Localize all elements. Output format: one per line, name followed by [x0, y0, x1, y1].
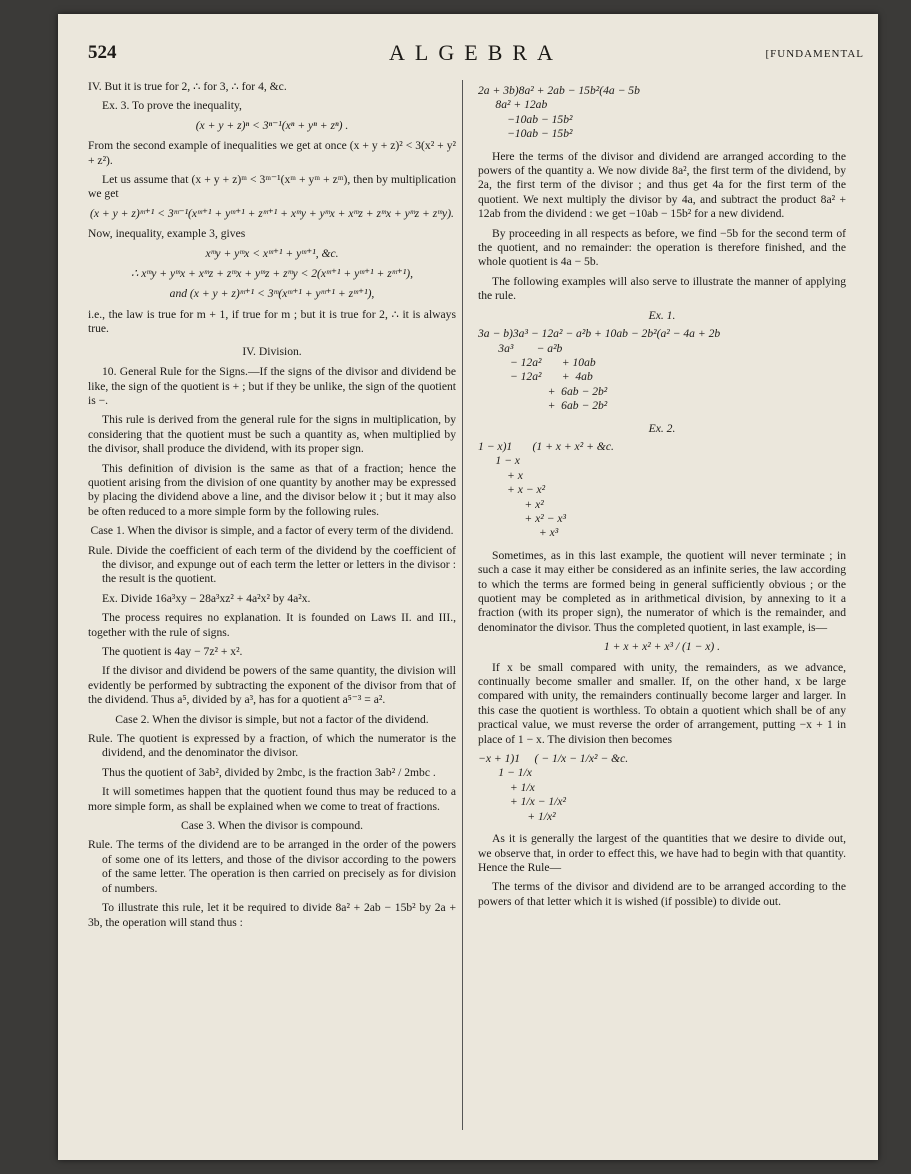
work-line: + 1/x	[478, 780, 535, 794]
work-line: + x³	[478, 526, 559, 540]
paragraph: By proceeding in all respects as before, we find −5b for the second term of the quotient, and no remainder: the operation is therefore finished, and the whole quotient is 4a − 5b.	[478, 226, 846, 269]
paragraph: i.e., the law is true for m + 1, if true for m ; but it is true for 2, ∴ it is always true.	[88, 307, 456, 336]
page-number: 524	[88, 42, 117, 63]
division-work	[478, 327, 846, 413]
document-page	[58, 14, 878, 1160]
formula: (x + y + z)ⁿ < 3ⁿ⁻¹(xⁿ + yⁿ + zⁿ) .	[195, 118, 349, 132]
work-line: + 6ab − 2b²	[478, 399, 608, 413]
division-work	[478, 752, 846, 824]
left-column	[88, 80, 456, 935]
paragraph: If the divisor and dividend be powers of the same quantity, the division will evidently be performed by subtracting the exponent of the divisor from that of the dividend. Thus a⁵, divided by a³, has for a quotient a⁵⁻³ = a².	[88, 664, 456, 707]
work-line: 2a + 3b)8a² + 2ab − 15b²(4a − 5b	[478, 84, 640, 97]
paragraph: Now, inequality, example 3, gives	[88, 227, 246, 241]
formula: xᵐy + yᵐx < xᵐ⁺¹ + yᵐ⁺¹, &c.	[205, 246, 339, 260]
work-line: + x² − x³	[478, 511, 566, 525]
paragraph: The quotient is 4ay − 7z² + x².	[102, 645, 243, 658]
case-heading: Case 1. When the divisor is simple, and a factor of every term of the dividend.	[90, 524, 454, 538]
paragraph: Let us assume that (x + y + z)ᵐ < 3ᵐ⁻¹(xᵐ + yᵐ + zᵐ), then by multiplication we get	[88, 173, 456, 201]
example-label: Ex. 3. To prove the inequality,	[102, 99, 242, 113]
formula: ∴ xᵐy + yᵐx + xᵐz + zᵐx + yᵐz + zᵐy < 2(xᵐ⁺¹ + yᵐ⁺¹ + zᵐ⁺¹),	[131, 267, 413, 281]
rule-text: Rule. The terms of the dividend are to be arranged in the order of the powers of some one of its letters, and those of the divisor according to the powers of the same letter. The operation is then carried on precisely as for division of numbers.	[88, 838, 456, 895]
case-heading: Case 3. When the divisor is compound.	[180, 819, 364, 833]
work-line: 1 − x)1 (1 + x + x² + &c.	[478, 439, 614, 453]
paragraph: It will sometimes happen that the quotient found thus may be reduced to a more simple form, as shall be explained when we come to treat of fractions.	[88, 785, 456, 813]
rule-text: Rule. The quotient is expressed by a fraction, of which the numerator is the dividend, and the denominator the divisor.	[88, 732, 456, 760]
formula: (x + y + z)ᵐ⁺¹ < 3ᵐ⁻¹(xᵐ⁺¹ + yᵐ⁺¹ + zᵐ⁺¹ + xᵐy + yᵐx + xᵐz + zᵐx + yᵐz + zᵐy).	[90, 206, 454, 220]
work-line: + 1/x²	[478, 809, 556, 823]
work-line: 1 − x	[478, 454, 520, 468]
work-line: − 12a² + 4ab	[478, 370, 593, 384]
paragraph: This rule is derived from the general rule for the signs in multiplication, by considering that the quotient must be such a quantity as, when multiplied by the divisor, shall produce the dividend, with its proper sign.	[88, 413, 456, 456]
paragraph: The terms of the divisor and dividend are to be arranged according to the powers of that letter which it is wished (if possible) to divide out.	[478, 880, 846, 908]
page-title: ALGEBRA	[389, 40, 563, 65]
paragraph: From the second example of inequalities we get at once (x + y + z)² < 3(x² + y² + z²).	[88, 139, 456, 167]
work-line: −x + 1)1 ( − 1/x − 1/x² − &c.	[478, 752, 629, 766]
work-line: + x − x²	[478, 483, 546, 497]
division-work	[478, 440, 846, 541]
example-text: Ex. Divide 16a³xy − 28a³xz² + 4a²x² by 4a²x.	[102, 591, 311, 605]
paragraph: If x be small compared with unity, the remainders, as we advance, continually become smaller and smaller. If, on the other hand, x be large compared with unity, the remainders continually become larger and larger. In this case the quotient is worthless. To obtain a quotient which shall be of any practical value, we must reverse the order of arrangement, putting −x + 1 in place of 1 − x. The division then becomes	[478, 660, 846, 746]
paragraph: Thus the quotient of 3ab², divided by 2mbc, is the fraction 3ab² / 2mbc .	[102, 765, 436, 779]
paragraph: 10. General Rule for the Signs.—If the signs of the divisor and dividend be like, the sign of the quotient is + ; but if they be unlike, the sign of the quotient is −.	[88, 365, 456, 407]
running-head	[88, 40, 864, 70]
work-line: −10ab − 15b²	[478, 127, 573, 141]
case-heading: Case 2. When the divisor is simple, but not a factor of the dividend.	[115, 712, 429, 726]
work-line: 3a³ − a²b	[478, 341, 563, 355]
work-line: + 1/x − 1/x²	[478, 795, 567, 809]
division-work	[478, 84, 846, 142]
paragraph: Here the terms of the divisor and dividend are arranged according to the powers of the quantity a. We now divide 8a², the first term of the dividend, by 2a, the first term of the divisor ; and thus get 4a for the first term of the quotient. We next multiply the divisor by 4a, and subtract the product 8a² + 12ab from the dividend : we get −10ab − 15b² for a new dividend.	[478, 149, 846, 221]
work-line: 1 − 1/x	[478, 766, 532, 780]
rule-text: Rule. Divide the coefficient of each term of the dividend by the coefficient of the divisor, and expunge out of each term the letter or letters in the divisor : the result is the quotient.	[88, 543, 456, 586]
formula: 1 + x + x² + x³ / (1 − x) .	[603, 640, 721, 654]
paragraph: This definition of division is the same as that of a fraction; hence the quotient arising from the division of one quantity by another may be expressed by placing the dividend above a line, and the divisor below it ; but it may also be often reduced to a more simple form by the following rules.	[88, 461, 456, 518]
paragraph: The process requires no explanation. It is founded on Laws II. and III., together with the rule of signs.	[88, 611, 456, 639]
work-line: + 6ab − 2b²	[478, 384, 608, 398]
section-label: [FUNDAMENTAL	[765, 48, 864, 60]
work-line: −10ab − 15b²	[478, 112, 573, 126]
paragraph: Sometimes, as in this last example, the quotient will never terminate ; in such a case it may either be considered as an infinite series, the law according to which the terms are formed being in general sufficiently obvious ; or the quotient may be completed as in arithmetical division, by annexing to it a fraction (with its proper sign), the numerator of which is the remainder, and denominator the divisor. Thus the completed quotient, in last example, is—	[478, 548, 846, 634]
work-line: + x	[478, 468, 523, 482]
paragraph: As it is generally the largest of the quantities that we desire to divide out, we observe that, in order to effect this, we have had to begin with that quantity. Hence the Rule—	[478, 832, 846, 874]
paragraph: IV. But it is true for 2, ∴ for 3, ∴ for 4, &c.	[88, 80, 287, 93]
section-heading: IV. Division.	[242, 344, 302, 358]
example-label: Ex. 2.	[648, 421, 676, 435]
column-divider	[462, 80, 463, 1130]
work-line: − 12a² + 10ab	[478, 355, 596, 369]
paragraph: The following examples will also serve to illustrate the manner of applying the rule.	[478, 274, 846, 303]
right-column	[478, 80, 846, 914]
paragraph: To illustrate this rule, let it be required to divide 8a² + 2ab − 15b² by 2a + 3b, the operation will stand thus :	[88, 901, 456, 929]
formula: and (x + y + z)ᵐ⁺¹ < 3ᵐ(xᵐ⁺¹ + yᵐ⁺¹ + zᵐ⁺¹),	[169, 287, 375, 301]
work-line: + x²	[478, 497, 544, 511]
work-line: 3a − b)3a³ − 12a² − a²b + 10ab − 2b²(a² − 4a + 2b	[478, 327, 721, 341]
work-line: 8a² + 12ab	[478, 98, 548, 112]
example-label: Ex. 1.	[648, 308, 676, 322]
